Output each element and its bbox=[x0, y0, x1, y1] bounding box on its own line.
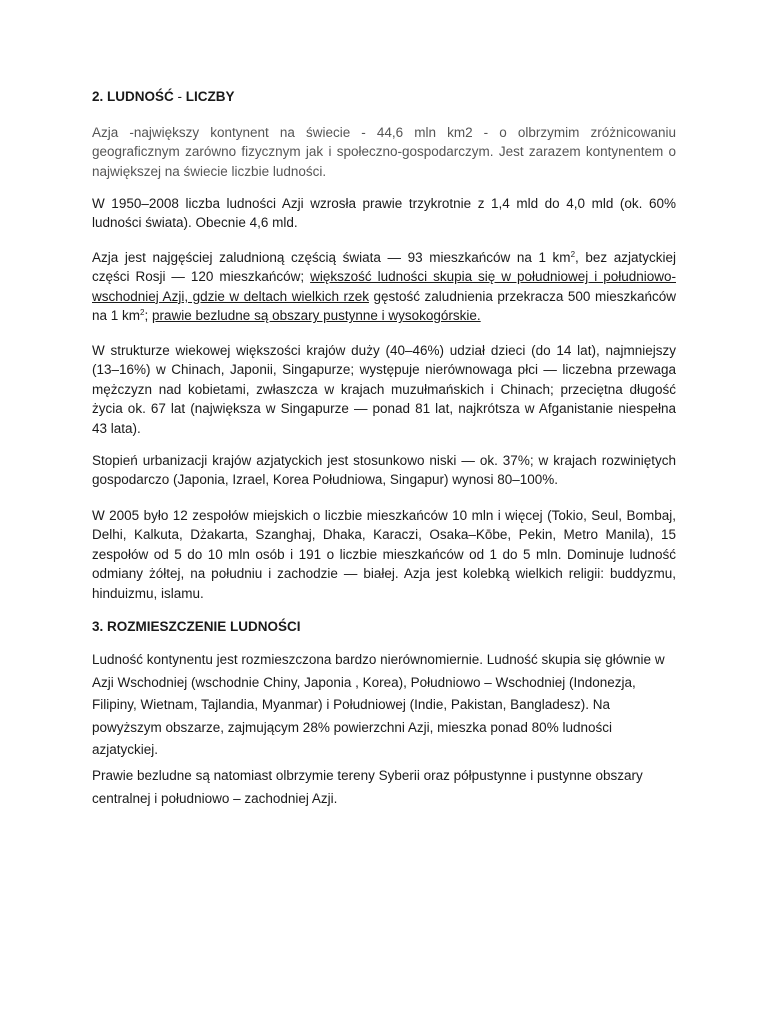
density-text-d: ; bbox=[144, 308, 152, 324]
density-text-b: , bez azjatyckiej części Rosji — 120 mieszkańców; bbox=[92, 250, 677, 285]
paragraph-urbanization: Stopień urbanizacji krajów azjatyckich jest stosunkowo niski — ok. 37%; w krajach rozwiniętych gospodarczo (Japonia, Izrael, Korea Południowa, Singapur) wynosi 80–100%. bbox=[92, 453, 676, 488]
paragraph-intro: Azja -największy kontynent na świecie - 44,6 mln km2 - o olbrzymim zróżnicowaniu geograficznym zarówno fizycznym jak i społeczno-gospodarczym. Jest zarazem kontynentem o największej na świecie liczbie ludności. bbox=[92, 125, 676, 179]
section-heading-sub: LICZBY bbox=[185, 89, 235, 104]
density-text-a: Azja jest najgęściej zaludnioną częścią świata — 93 mieszkańców na 1 km bbox=[92, 250, 571, 265]
paragraph-distribution: Ludność kontynentu jest rozmieszczona bardzo nierównomiernie. Ludność skupia się głównie w Azji Wschodniej (wschodnie Chiny, Japonia , Korea), Południowo – Wschodniej (Indonezja, Filipiny, Wietnam, Tajlandia, Myanmar) i Południowej (Indie, Pakistan, Bangladesz). Na powyższym obszarze, zajmującym 28% powierzchni Azji, mieszka ponad 80% ludności azjatyckiej. bbox=[92, 652, 665, 758]
section-heading-separator: - bbox=[173, 89, 186, 104]
section-heading-main: 2. LUDNOŚĆ bbox=[92, 89, 174, 104]
paragraph-population-growth: W 1950–2008 liczba ludności Azji wzrosła prawie trzykrotnie z 1,4 mld do 4,0 mld (ok. 60% ludności świata). Obecnie 4,6 mld. bbox=[92, 196, 676, 231]
superscript-2: 2 bbox=[140, 308, 145, 318]
section-heading-rozmieszczenie: 3. ROZMIESZCZENIE LUDNOŚCI bbox=[92, 619, 301, 634]
density-text-c: gęstość zaludnienia przekracza 500 mieszkańców na 1 km bbox=[92, 288, 676, 324]
underlined-text-deserts: prawie bezludne są obszary pustynne i wysokogórskie. bbox=[152, 308, 481, 324]
paragraph-density bbox=[92, 248, 676, 326]
section-heading-ludnosc bbox=[92, 88, 235, 106]
paragraph-cities: W 2005 było 12 zespołów miejskich o liczbie mieszkańców 10 mln i więcej (Tokio, Seul, Bombaj, Delhi, Kalkuta, Dżakarta, Szanghaj, Dhaka, Karaczi, Osaka–Kōbe, Pekin, Metro Manila), 15 zespołów od 5 do 10 mln osób i 191 o liczbie mieszkańców od 1 do 5 mln. Dominuje ludność odmiany żółtej, na południu i zachodzie — białej. Azja jest kolebką wielkich religii: buddyzmu, hinduizmu, islamu. bbox=[92, 508, 676, 601]
underlined-text-south-asia: większość ludności skupia się w południowej i południowo-wschodniej Azji, gdzie w deltach wielkich rzek bbox=[92, 269, 676, 304]
paragraph-age-structure: W strukturze wiekowej większości krajów duży (40–46%) udział dzieci (do 14 lat), najmniejszy (13–16%) w Chinach, Japonii, Singapurze; występuje nierównowaga płci — liczebna przewaga mężczyzn nad kobietami, zwłaszcza w krajach muzułmańskich i Chinach; przeciętna długość życia ok. 67 lat (największa w Singapurze — ponad 81 lat, najkrótsza w Afganistanie niespełna 43 lata). bbox=[92, 343, 676, 436]
paragraph-uninhabited: Prawie bezludne są natomiast olbrzymie tereny Syberii oraz półpustynne i pustynne obszary centralnej i południowo – zachodniej Azji. bbox=[92, 768, 643, 806]
superscript-2: 2 bbox=[570, 250, 576, 259]
